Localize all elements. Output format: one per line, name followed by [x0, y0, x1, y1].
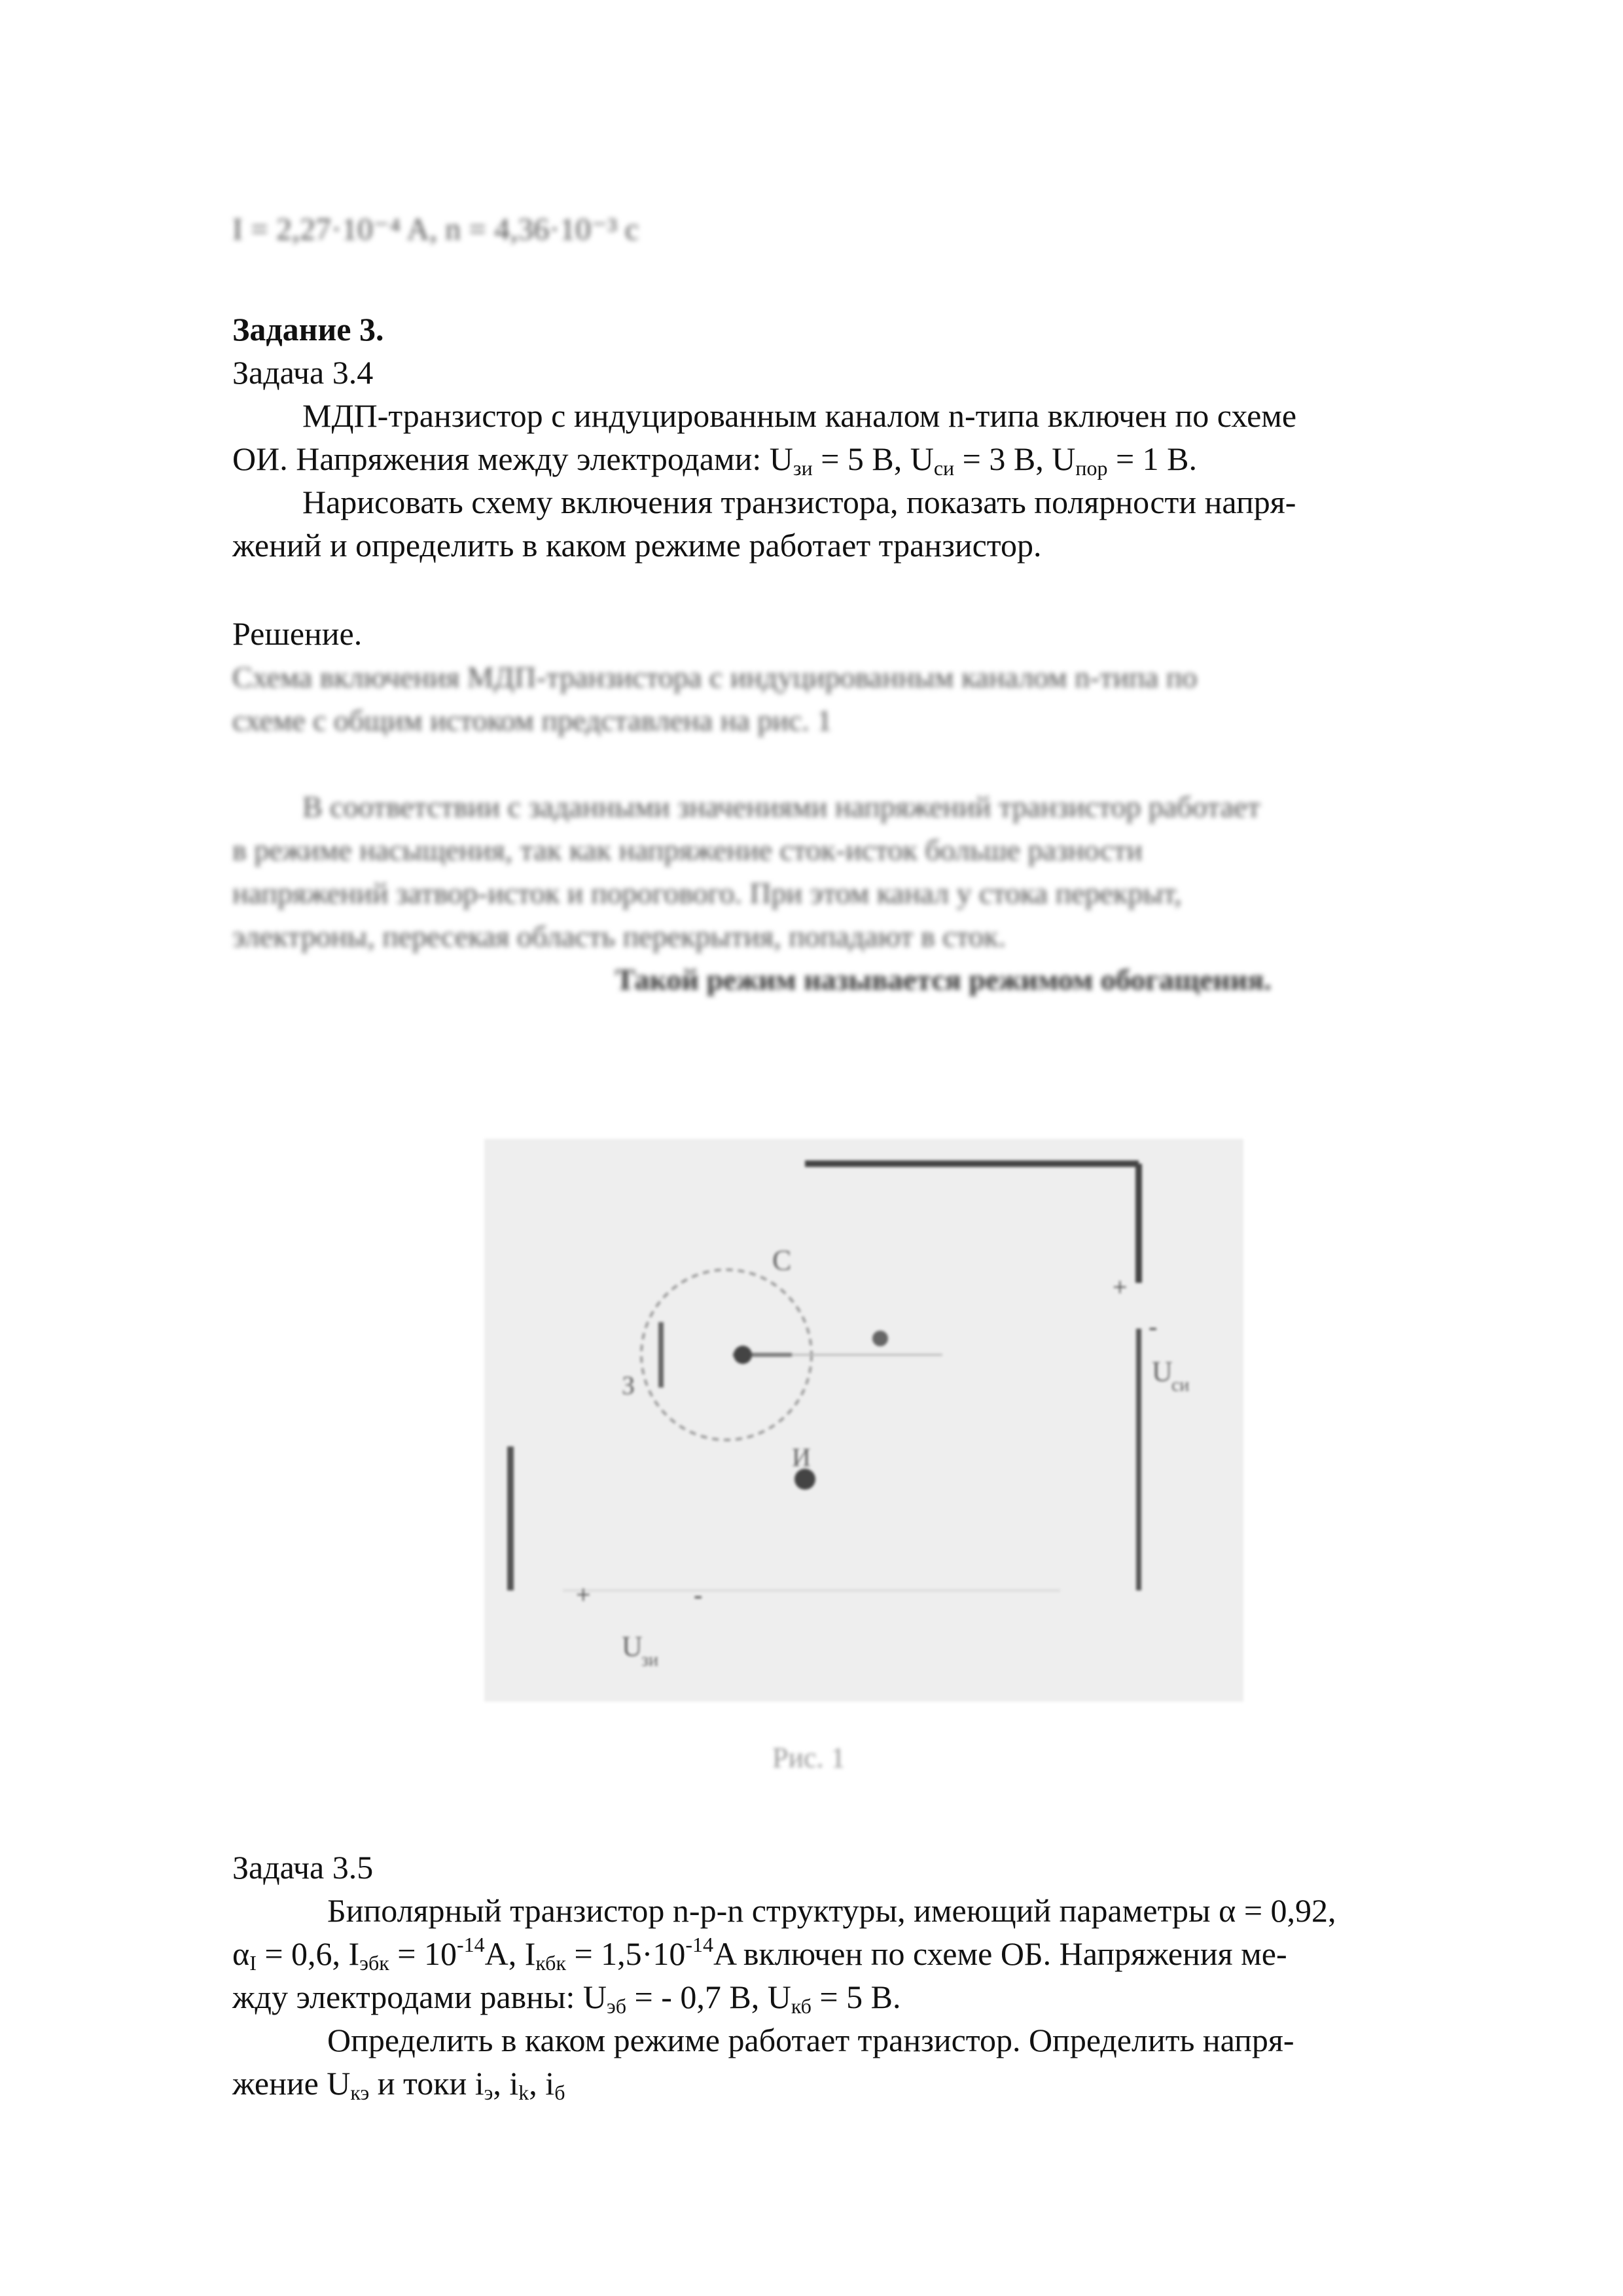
header-fragment: I = 2,27·10⁻⁴ A, n = 4,36·10⁻³ с: [232, 212, 639, 247]
minus-sign-gate: -: [694, 1580, 703, 1609]
solution-label: Решение.: [232, 615, 363, 652]
section-heading: Задание 3.: [232, 311, 384, 348]
figure-caption: Рис. 1: [772, 1742, 846, 1774]
plus-sign-gate: +: [576, 1580, 591, 1609]
task35-line-3: жду электродами равны: $U_{эб}$ = - 0,7 В, $U_{кб} = 5$ В.: [232, 1979, 901, 2018]
task35-line-5: жение $U_{кэ}$ и токи $i_э$, $i_k$, $i_б$: [232, 2065, 565, 2104]
circuit-diagram: [484, 1139, 1243, 1702]
label-u-si-sub: си: [1171, 1375, 1190, 1395]
requirement-line-2: жений и определить в каком режиме работает транзистор.: [232, 527, 1042, 564]
task35-line-4: Определить в каком режиме работает транзистор. Определить напря-: [327, 2022, 1294, 2058]
solution-line-5: напряжений затвор-исток и порогового. При этом канал у стока перекрыт,: [232, 876, 1182, 910]
solution-line-4: в режиме насыщения, так как напряжение сток-исток больше разности: [232, 833, 1143, 867]
label-gate: З: [622, 1371, 635, 1400]
requirement-line-1: Нарисовать схему включения транзистора, показать полярности напря-: [302, 484, 1296, 520]
label-u-si: U: [1152, 1355, 1173, 1388]
label-drain: С: [772, 1244, 792, 1276]
solution-line-3: В соответствии с заданными значениями напряжений транзистор работает: [302, 790, 1260, 823]
task35-line-1: Биполярный транзистор n-p-n структуры, имеющий параметры α = 0,92,: [327, 1892, 1336, 1929]
circuit-figure: [484, 1139, 1243, 1702]
solution-line-7: Такой режим называется режимом обогащения.: [615, 963, 1272, 996]
solution-line-1: Схема включения МДП-транзистора с индуцированным каналом n-типа по: [232, 660, 1198, 694]
task35-line-2: $\alpha_I = 0,6$, $I_{эбк} = 10^{-14}A$, $I_{кбк} = 1,5\cdot 10^{-14}A$ включен по схеме ОБ. Напряжения ме-: [232, 1933, 1287, 1975]
problem-title-3-4: Задача 3.4: [232, 354, 374, 391]
statement-line-2: ОИ. Напряжения между электродами: $U_{зи} = 5$ В, $U_{си} = 3$ В, $U_{пор} = 1$ В.: [232, 440, 1198, 480]
plus-sign-drain: +: [1113, 1272, 1128, 1302]
drain-node: [872, 1331, 888, 1346]
label-u-zi: U: [622, 1630, 643, 1662]
substrate-node: [734, 1346, 752, 1364]
label-u-zi-sub: зи: [641, 1650, 659, 1670]
solution-line-2: схеме с общим истоком представлена на рис. 1: [232, 704, 832, 737]
statement-line-1: МДП-транзистор с индуцированным каналом n-типа включен по схеме: [302, 397, 1297, 434]
problem-title-3-5: Задача 3.5: [232, 1849, 374, 1886]
label-source: И: [792, 1443, 811, 1472]
minus-sign-drain: -: [1149, 1312, 1158, 1341]
solution-line-6: электроны, пересекая область перекрытия, попадают в сток.: [232, 920, 1006, 953]
